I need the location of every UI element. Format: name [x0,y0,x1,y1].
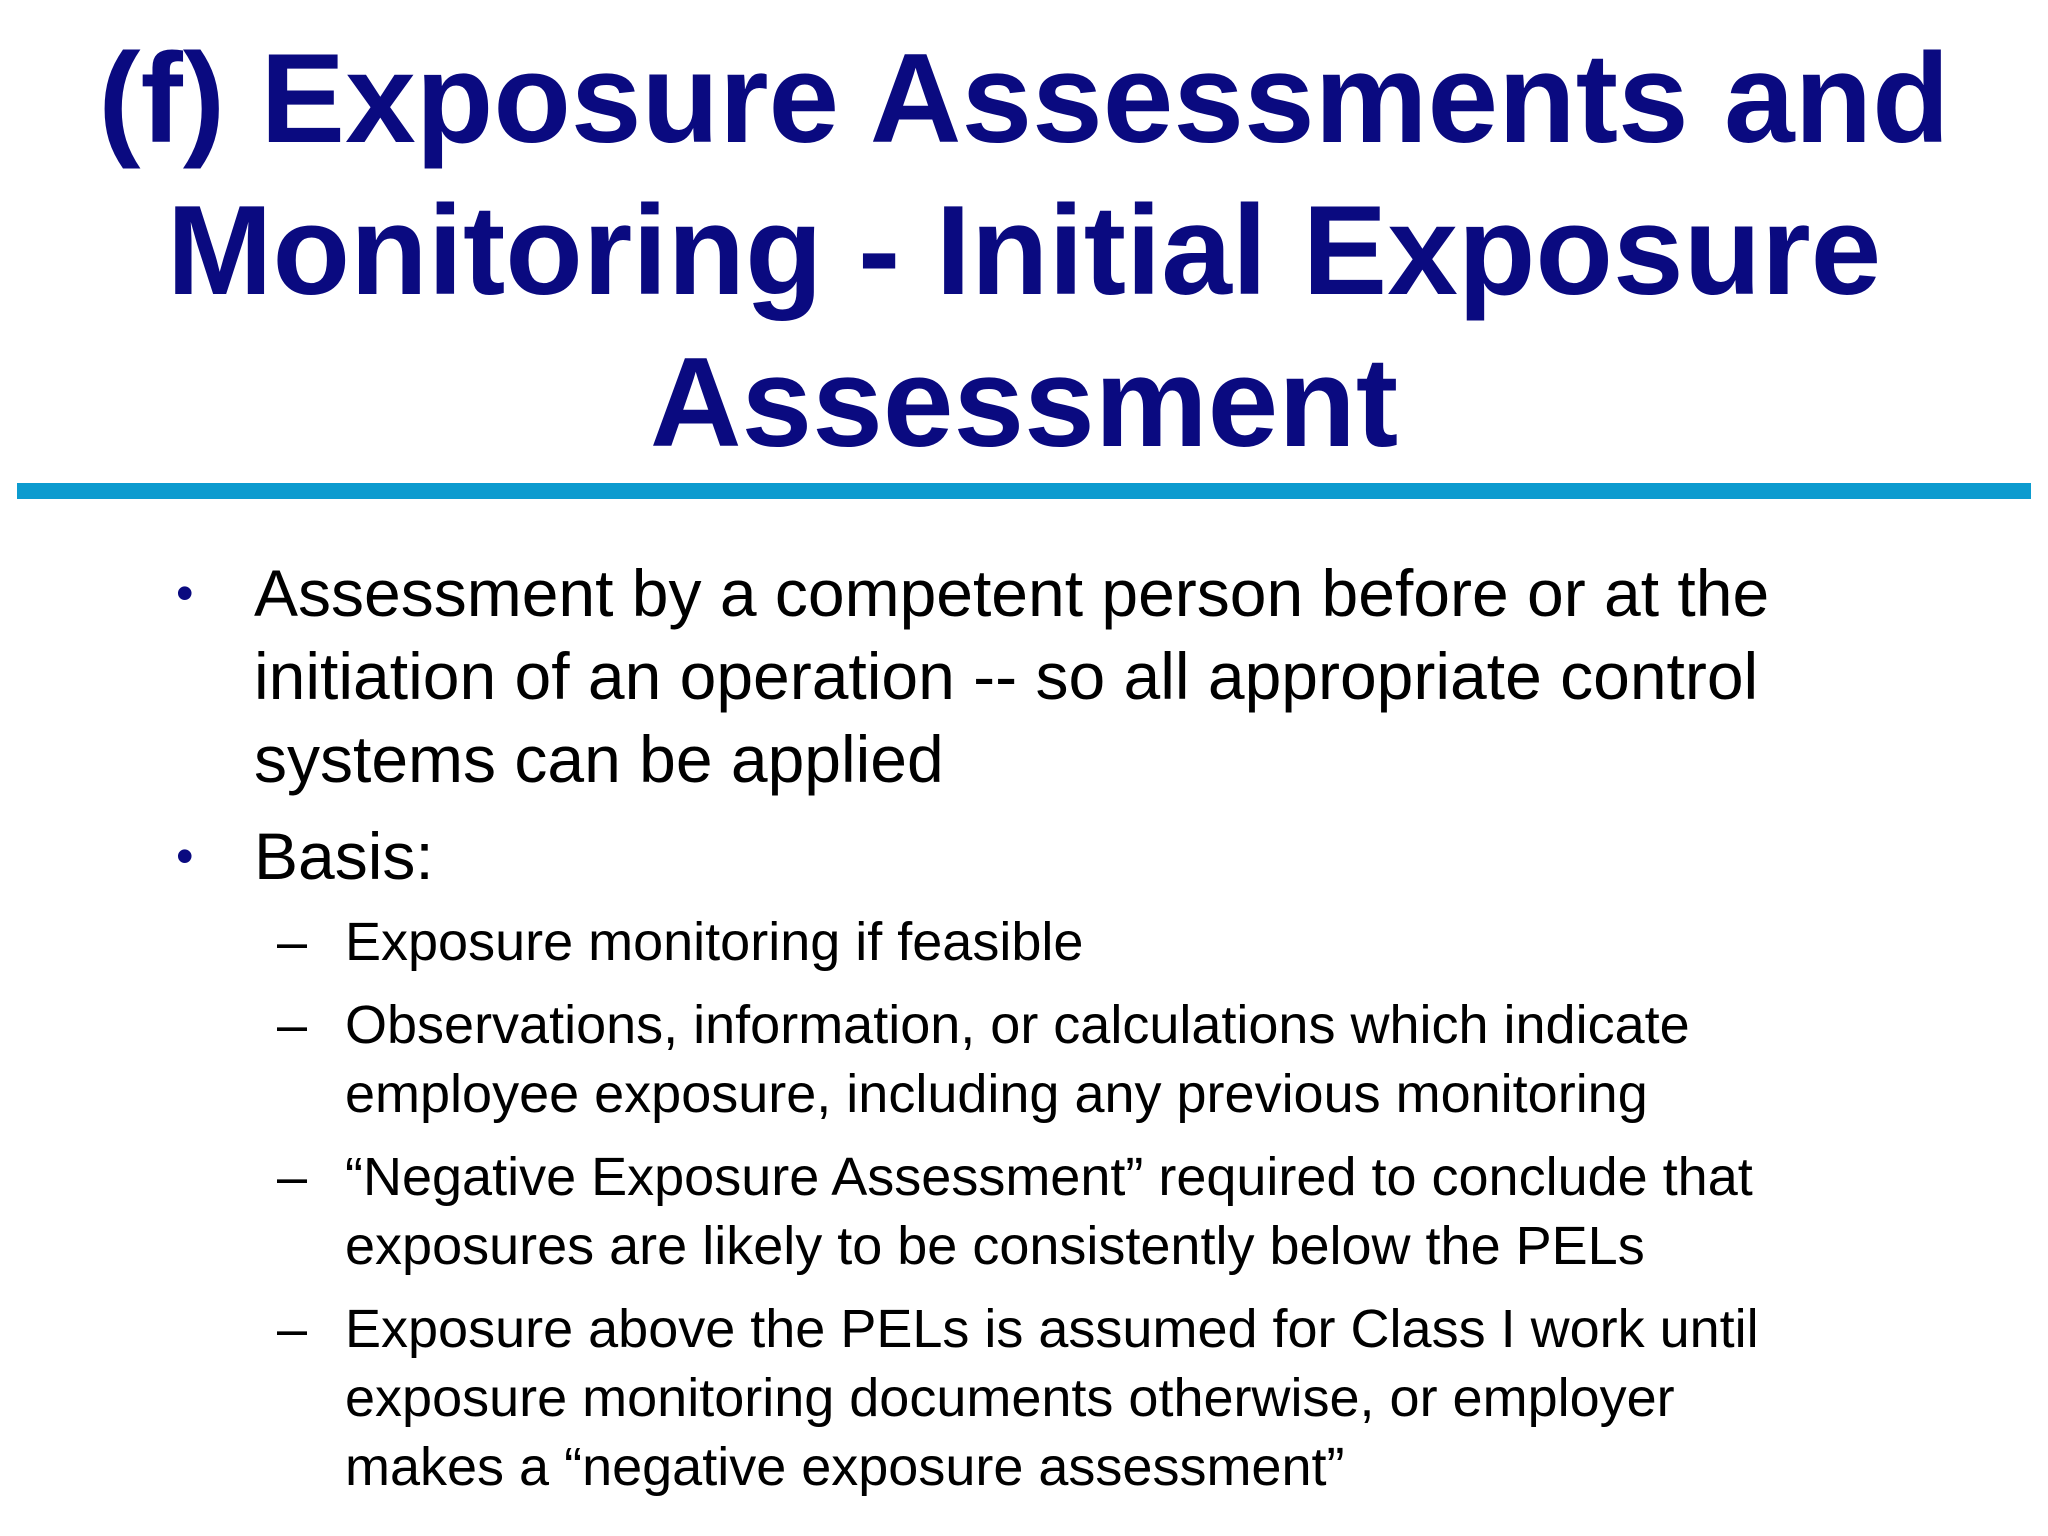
title-line-3: Assessment [649,331,1399,473]
bullet-text-line: Assessment by a competent person before or at the [254,556,1770,630]
sub-bullet-text-line: Exposure monitoring if feasible [345,912,1084,972]
sub-bullet-exposure-above-pels [277,1295,2005,1502]
sub-bullet-text-line: makes a “negative exposure assessment” [345,1437,1345,1497]
bullet-text-line: systems can be applied [254,722,944,796]
title-line-2: Monitoring - Initial Exposure [166,179,1882,321]
title-divider [17,483,2031,499]
bullet-marker: • [176,828,194,884]
sub-bullet-observations [277,991,2005,1129]
bullet-marker: • [176,565,194,621]
slide-title [60,22,1988,478]
sub-bullet-marker: – [277,1147,308,1207]
sub-bullet-text-line: exposure monitoring documents otherwise, or employer [345,1368,1675,1428]
bullet-text-line: initiation of an operation -- so all appropriate control [254,639,1759,713]
sub-bullet-marker: – [277,1299,308,1359]
bullet-text-line: Basis: [254,819,434,893]
sub-bullet-negative-assessment [277,1143,2005,1281]
sub-bullet-text-line: Exposure above the PELs is assumed for Class I work until [345,1299,1759,1359]
sub-bullet-text-line: Observations, information, or calculations which indicate [345,995,1690,1055]
bullet-item-basis [176,815,1954,898]
bullet-item-assessment [176,552,1954,801]
sub-bullet-text-line: “Negative Exposure Assessment” required to conclude that [345,1147,1753,1207]
sub-bullet-text-line: exposures are likely to be consistently below the PELs [345,1216,1645,1276]
sub-bullet-monitoring [277,908,2005,977]
sub-bullet-marker: – [277,912,308,972]
sub-bullet-marker: – [277,995,308,1055]
title-line-1: (f) Exposure Assessments and [98,27,1950,169]
sub-bullet-text-line: employee exposure, including any previous monitoring [345,1064,1648,1124]
